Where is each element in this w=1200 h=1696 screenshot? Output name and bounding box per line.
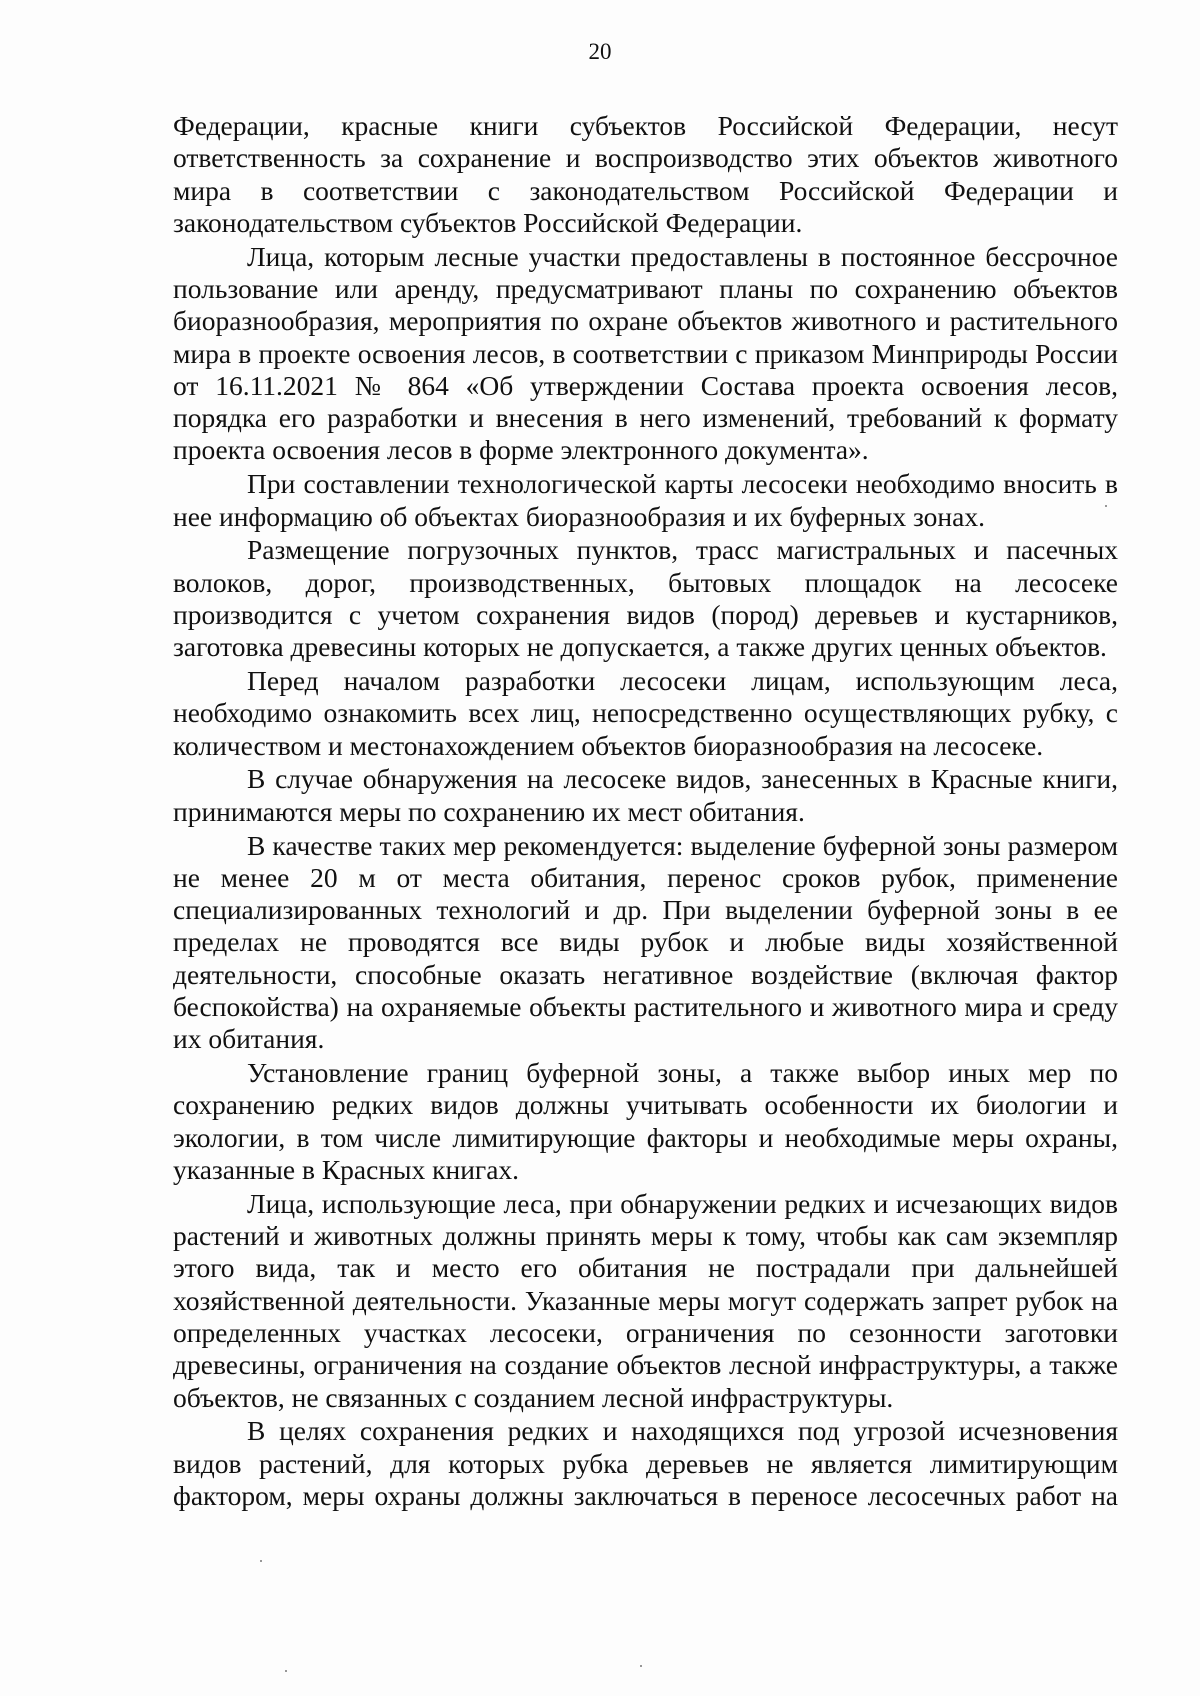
paragraph-3: При составлении технологической карты лесосеки необходимо вносить в нее информацию об объектах биоразнообразия и их буферных зонах. — [173, 468, 1118, 532]
body-text — [173, 110, 1118, 1514]
scan-speck — [1105, 505, 1107, 507]
paragraph-5: Перед началом разработки лесосеки лицам, использующим леса, необходимо ознакомить всех лиц, непосредственно осуществляющих рубку, с количеством и местонахождением объектов биоразнообразия на лесосеке. — [173, 665, 1118, 761]
scan-speck — [260, 1560, 262, 1562]
paragraph-6: В случае обнаружения на лесосеке видов, занесенных в Красные книги, принимаются меры по сохранению их мест обитания. — [173, 763, 1118, 827]
paragraph-1: Федерации, красные книги субъектов Российской Федерации, несут ответственность за сохранение и воспроизводство этих объектов животного мира в соответствии с законодательством Российской Федерации и законодательством субъектов Российской Федерации. — [173, 110, 1118, 238]
scan-speck — [285, 1670, 287, 1672]
paragraph-4: Размещение погрузочных пунктов, трасс магистральных и пасечных волоков, дорог, производственных, бытовых площадок на лесосеке производится с учетом сохранения видов (пород) деревьев и кустарников, заготовка древесины которых не допускается, а также других ценных объектов. — [173, 534, 1118, 663]
paragraph-7: В качестве таких мер рекомендуется: выделение буферной зоны размером не менее 20 м от места обитания, перенос сроков рубок, применение специализированных технологий и др. При выделении буферной зоны в ее пределах не проводятся все виды рубок и любые виды хозяйственной деятельности, способные оказать негативное воздействие (включая фактор беспокойства) на охраняемые объекты растительного и животного мира и среду их обитания. — [173, 829, 1118, 1055]
paragraph-8: Установление границ буферной зоны, а также выбор иных мер по сохранению редких видов должны учитывать особенности их биологии и экологии, в том числе лимитирующие факторы и необходимые меры охраны, указанные в Красных книгах. — [173, 1057, 1118, 1185]
paragraph-9: Лица, использующие леса, при обнаружении редких и исчезающих видов растений и животных должны принять меры к тому, чтобы как сам экземпляр этого вида, так и место его обитания не пострадали при дальнейшей хозяйственной деятельности. Указанные меры могут содержать запрет рубок на определенных участках лесосеки, ограничения по сезонности заготовки древесины, ограничения на создание объектов лесной инфраструктуры, а также объектов, не связанных с созданием лесной инфраструктуры. — [173, 1187, 1118, 1413]
paragraph-10: В целях сохранения редких и находящихся под угрозой исчезновения видов растений, для которых рубка деревьев не является лимитирующим фактором, меры охраны должны заключаться в переносе лесосечных работ на — [173, 1415, 1118, 1511]
paragraph-2: Лица, которым лесные участки предоставлены в постоянное бессрочное пользование или аренду, предусматривают планы по сохранению объектов биоразнообразия, мероприятия по охране объектов животного и растительного мира в проекте освоения лесов, в соответствии с приказом Минприроды России от 16.11.2021 № 864 «Об утверждении Состава проекта освоения лесов, порядка его разработки и внесения в него изменений, требований к формату проекта освоения лесов в форме электронного документа». — [173, 240, 1118, 466]
scan-speck — [640, 1665, 642, 1667]
page-number: 20 — [588, 39, 612, 64]
